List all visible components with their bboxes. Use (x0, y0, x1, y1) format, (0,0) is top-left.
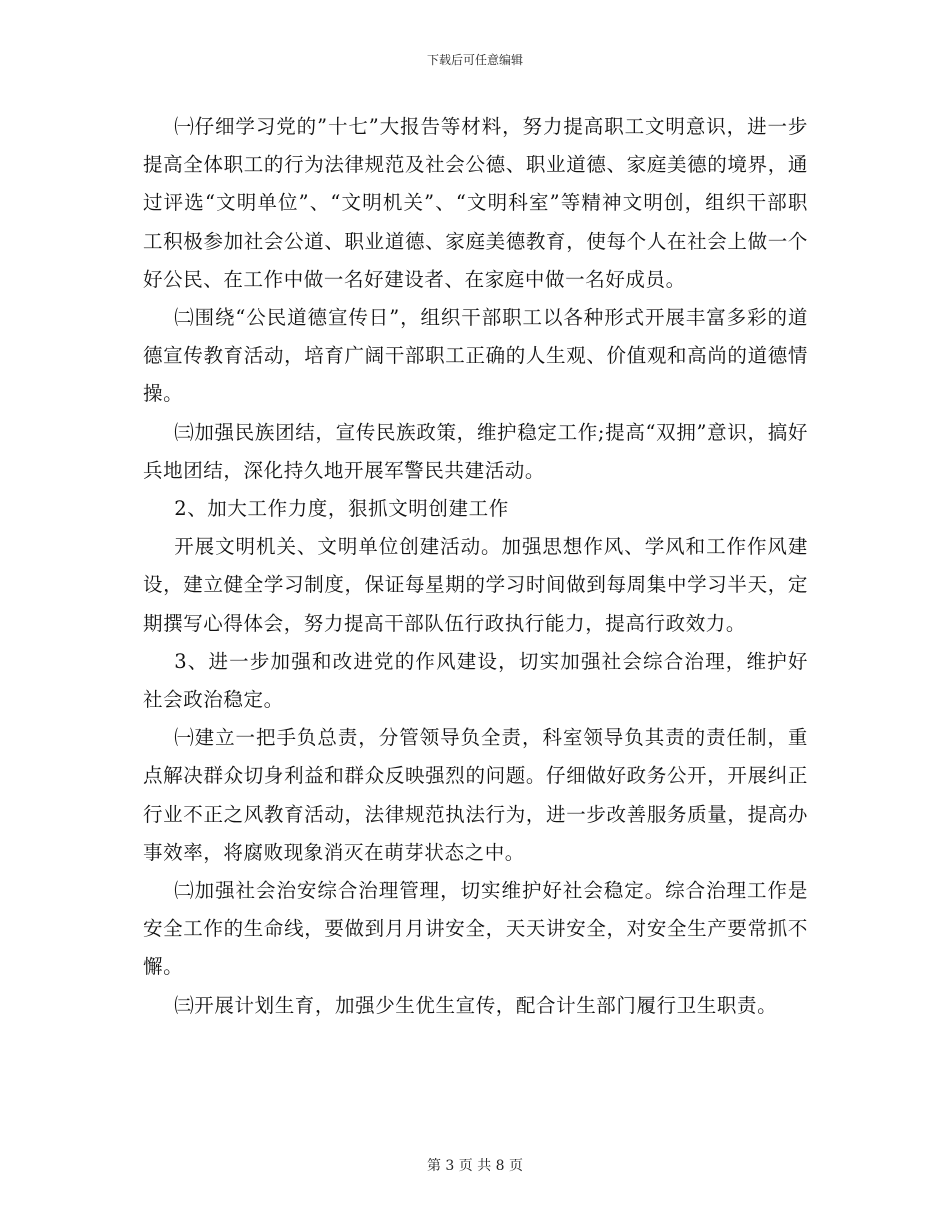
paragraph-responsibility-system: ㈠建立一把手负总责，分管领导负全责，科室领导负其责的责任制，重点解决群众切身利益和群众反映强烈的问题。仔细做好政务公开，开展纠正行业不正之风教育活动，法律规范执法行为，进一步改善服务质量，提高办事效率，将腐败现象消灭在萌芽状态之中。 (143, 726, 808, 864)
paragraph-public-security: ㈡加强社会治安综合治理管理，切实维护好社会稳定。综合治理工作是安全工作的生命线，要做到月月讲安全，天天讲安全，对安全生产要常抓不懈。 (143, 879, 808, 979)
section-heading-3: 3、进一步加强和改进党的作风建设，切实加强社会综合治理，维护好社会政治稳定。 (143, 649, 808, 712)
paragraph-ethnic-unity: ㈢加强民族团结，宣传民族政策，维护稳定工作;提高“双拥”意识，搞好兵地团结，深化持久地开展军警民共建活动。 (143, 420, 808, 482)
paragraph-family-planning: ㈢开展计划生育，加强少生优生宣传，配合计生部门履行卫生职责。 (174, 993, 778, 1017)
page-number: 第 3 页 共 8 页 (426, 1158, 524, 1174)
document-body (143, 108, 808, 1025)
section-heading-2: 2、加大工作力度，狠抓文明创建工作 (174, 497, 509, 521)
paragraph-civilization-creation: 开展文明机关、文明单位创建活动。加强思想作风、学风和工作作风建设，建立健全学习制度，保证每星期的学习时间做到每周集中学习半天，定期撰写心得体会，努力提高干部队伍行政执行能力，提高行政效力。 (143, 535, 808, 635)
paragraph-moral-publicity-day: ㈡围绕“公民道德宣传日”，组织干部职工以各种形式开展丰富多彩的道德宣传教育活动，培育广阔干部职工正确的人生观、价值观和高尚的道德情操。 (143, 306, 808, 406)
paragraph-study-party-report: ㈠仔细学习党的”十七”大报告等材料，努力提高职工文明意识，进一步提高全体职工的行为法律规范及社会公德、职业道德、家庭美德的境界，通过评选“文明单位”、“文明机关”、“文明科室”等精神文明创，组织干部职工积极参加社会公道、职业道德、家庭美德教育，使每个人在社会上做一个好公民、在工作中做一名好建设者、在家庭中做一名好成员。 (143, 115, 808, 291)
page-header: 下载后可任意编辑 (426, 53, 523, 67)
